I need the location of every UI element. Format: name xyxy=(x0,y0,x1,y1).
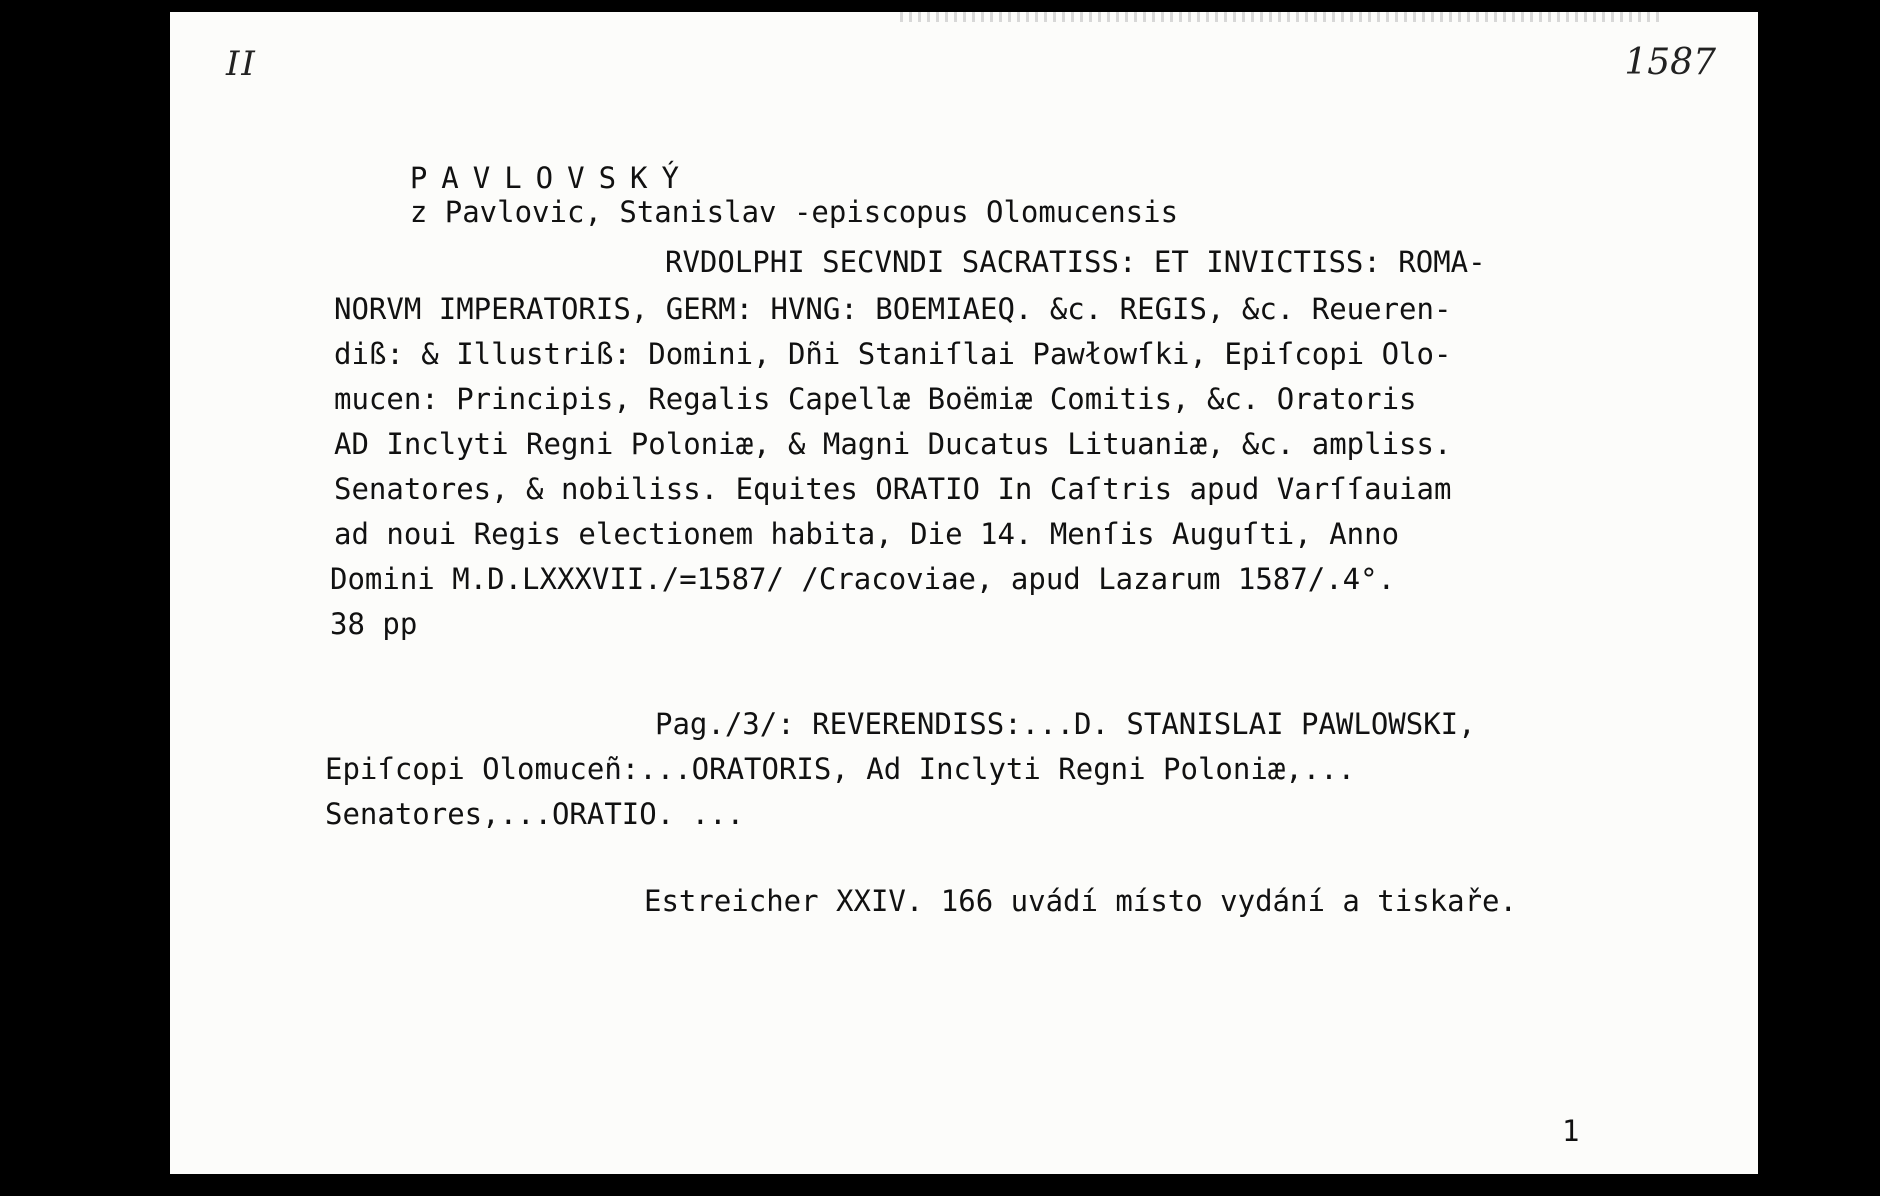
card-page-number: 1 xyxy=(1562,1114,1580,1148)
title-line: Senatores, & nobiliss. Equites ORATIO In Caſtris apud Varſſauiam xyxy=(334,472,1452,506)
author-details: z Pavlovic, Stanislav -episcopus Olomucensis xyxy=(409,195,1179,229)
title-line: AD Inclyti Regni Poloniæ, & Magni Ducatus Lituaniæ, &c. ampliss. xyxy=(334,427,1452,461)
title-line: Domini M.D.LXXXVII./=1587/ /Cracoviae, apud Lazarum 1587/.4°. xyxy=(330,562,1396,596)
page-reference-line: Senatores,...ORATIO. ... xyxy=(325,797,745,831)
title-line: ad noui Regis electionem habita, Die 14. Menſis Auguſti, Anno xyxy=(334,517,1400,551)
title-line: RVDOLPHI SECVNDI SACRATISS: ET INVICTISS: ROMA- xyxy=(665,245,1486,279)
catalog-card xyxy=(170,12,1758,1174)
page-reference-line: Pag./3/: REVERENDISS:...D. STANISLAI PAWLOWSKI, xyxy=(655,707,1476,741)
title-line: NORVM IMPERATORIS, GERM: HVNG: BOEMIAEQ. &c. REGIS, &c. Reueren- xyxy=(334,292,1452,326)
title-line: mucen: Principis, Regalis Capellæ Boëmiæ Comitis, &c. Oratoris xyxy=(334,382,1417,416)
scan-artifact xyxy=(900,12,1660,22)
author-heading xyxy=(340,127,1178,263)
page-reference-line: Epiſcopi Olomuceñ:...ORATORIS, Ad Inclyti Regni Poloniæ,... xyxy=(325,752,1356,786)
bibliographic-note: Estreicher XXIV. 166 uvádí místo vydání a tiskaře. xyxy=(644,884,1517,918)
title-line: diß: & Illustriß: Domini, Dñi Staniſlai Pawłowſki, Epiſcopi Olo- xyxy=(334,337,1452,371)
handwritten-mark-left: II xyxy=(226,44,257,84)
pages-count: 38 pp xyxy=(330,607,418,641)
handwritten-year: 1587 xyxy=(1624,42,1716,83)
author-surname: PAVLOVSKÝ xyxy=(409,161,693,195)
